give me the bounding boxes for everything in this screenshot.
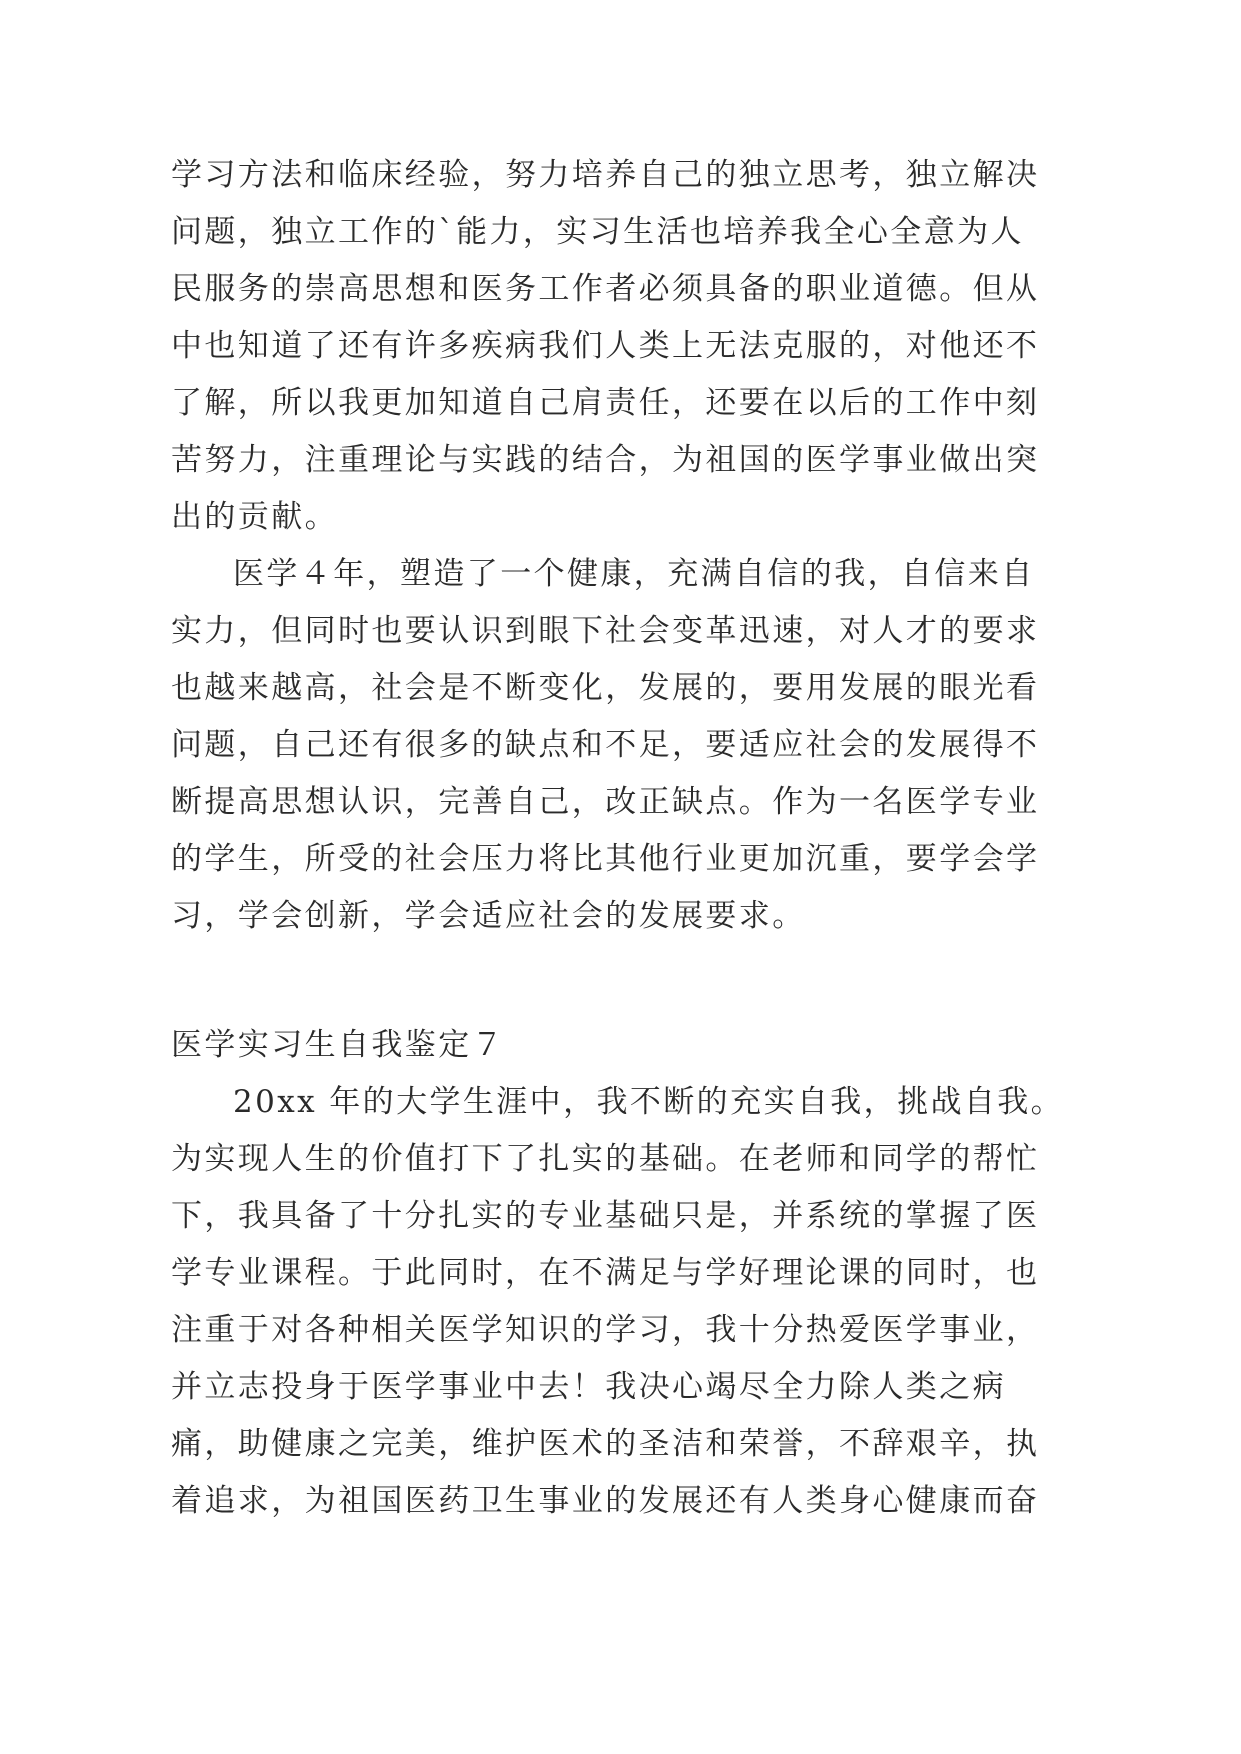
body-text-line: 中也知道了还有许多疾病我们人类上无法克服的，对他还不 (171, 328, 1040, 364)
body-text-line: 着追求，为祖国医药卫生事业的发展还有人类身心健康而奋 (171, 1483, 1040, 1519)
body-text-line: 问题，自己还有很多的缺点和不足，要适应社会的发展得不 (171, 727, 1040, 763)
body-text-line: 民服务的崇高思想和医务工作者必须具备的职业道德。但从 (171, 271, 1040, 307)
body-text-line: 习，学会创新，学会适应社会的发展要求。 (171, 898, 806, 934)
body-text-line: 出的贡献。 (171, 499, 338, 535)
body-text-line: 痛，助健康之完美，维护医术的圣洁和荣誉，不辞艰辛，执 (171, 1426, 1040, 1462)
section-heading: 医学实习生自我鉴定７ (171, 1027, 505, 1063)
body-text-line: 问题，独立工作的`能力，实习生活也培养我全心全意为人 (171, 214, 1024, 250)
paragraph-first-line: 20xx 年的大学生涯中，我不断的充实自我，挑战自我。 (233, 1084, 1065, 1120)
body-text-line: 的学生，所受的社会压力将比其他行业更加沉重，要学会学 (171, 841, 1040, 877)
body-text-line: 注重于对各种相关医学知识的学习，我十分热爱医学事业， (171, 1312, 1040, 1348)
body-text-line: 苦努力，注重理论与实践的结合，为祖国的医学事业做出突 (171, 442, 1040, 478)
body-text-line: 并立志投身于医学事业中去！我决心竭尽全力除人类之病 (171, 1369, 1006, 1405)
body-text-line: 下，我具备了十分扎实的专业基础只是，并系统的掌握了医 (171, 1198, 1040, 1234)
paragraph-first-line: 医学４年，塑造了一个健康，充满自信的我，自信来自 (233, 556, 1035, 592)
body-text-line: 为实现人生的价值打下了扎实的基础。在老师和同学的帮忙 (171, 1141, 1040, 1177)
body-text-line: 断提高思想认识，完善自己，改正缺点。作为一名医学专业 (171, 784, 1040, 820)
body-text-line: 也越来越高，社会是不断变化，发展的，要用发展的眼光看 (171, 670, 1040, 706)
body-text-line: 学习方法和临床经验，努力培养自己的独立思考，独立解决 (171, 157, 1040, 193)
body-text-line: 实力，但同时也要认识到眼下社会变革迅速，对人才的要求 (171, 613, 1040, 649)
body-text-line: 学专业课程。于此同时，在不满足与学好理论课的同时，也 (171, 1255, 1040, 1291)
body-text-line: 了解，所以我更加知道自己肩责任，还要在以后的工作中刻 (171, 385, 1040, 421)
